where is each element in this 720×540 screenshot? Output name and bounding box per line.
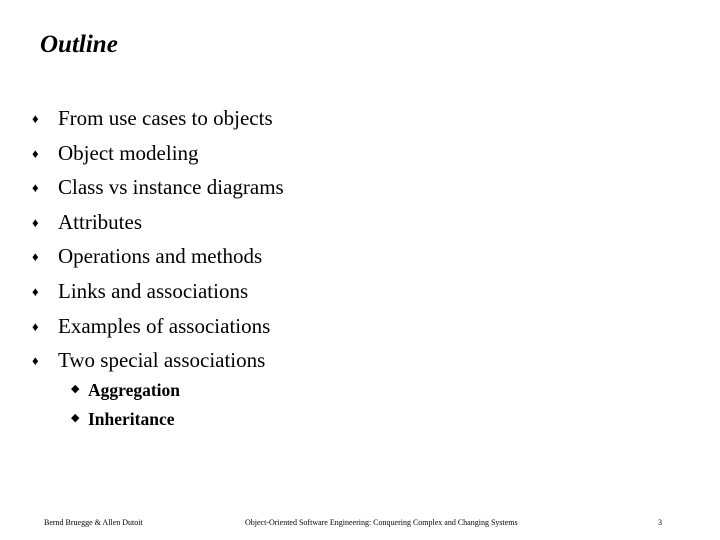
outline-item-text: Examples of associations (58, 313, 271, 338)
outline-item-text: Class vs instance diagrams (58, 175, 284, 200)
small-diamond-bullet-icon: ◆ (71, 383, 80, 395)
outline-item-text: Links and associations (58, 278, 249, 303)
outline-item (0, 136, 284, 171)
outline-item-text: Attributes (58, 209, 142, 234)
outline-item (0, 101, 284, 136)
slide-title: Outline (40, 31, 118, 58)
sub-outline-item (0, 405, 180, 434)
outline-item (0, 274, 284, 309)
sub-outline-item-text: Aggregation (88, 380, 181, 400)
outline-item-text: Operations and methods (58, 244, 263, 269)
outline-item-text: Object modeling (58, 140, 199, 165)
sub-outline-item (0, 376, 180, 405)
footer-book-title: Object-Oriented Software Engineering: Conquering Complex and Changing Systems (245, 518, 518, 527)
outline-item (0, 309, 284, 344)
sub-outline-list (0, 376, 180, 434)
footer-authors: Bernd Bruegge & Allen Dutoit (44, 518, 143, 527)
sub-outline-item-text: Inheritance (88, 409, 175, 429)
diamond-bullet-icon: ♦ (32, 318, 39, 334)
diamond-bullet-icon: ♦ (32, 111, 39, 126)
diamond-bullet-icon: ♦ (32, 249, 39, 265)
diamond-bullet-icon: ♦ (32, 283, 39, 299)
diamond-bullet-icon: ♦ (32, 180, 39, 196)
outline-item (0, 170, 284, 205)
outline-item-text: Two special associations (58, 348, 266, 373)
outline-item (0, 239, 284, 274)
outline-item-text: From use cases to objects (58, 106, 273, 130)
outline-list (0, 101, 284, 378)
diamond-bullet-icon: ♦ (32, 145, 39, 161)
footer-page-number: 3 (658, 518, 662, 527)
diamond-bullet-icon: ♦ (32, 353, 39, 369)
diamond-bullet-icon: ♦ (32, 214, 39, 230)
outline-item (0, 205, 284, 240)
outline-item (0, 343, 284, 378)
small-diamond-bullet-icon: ◆ (71, 412, 80, 424)
